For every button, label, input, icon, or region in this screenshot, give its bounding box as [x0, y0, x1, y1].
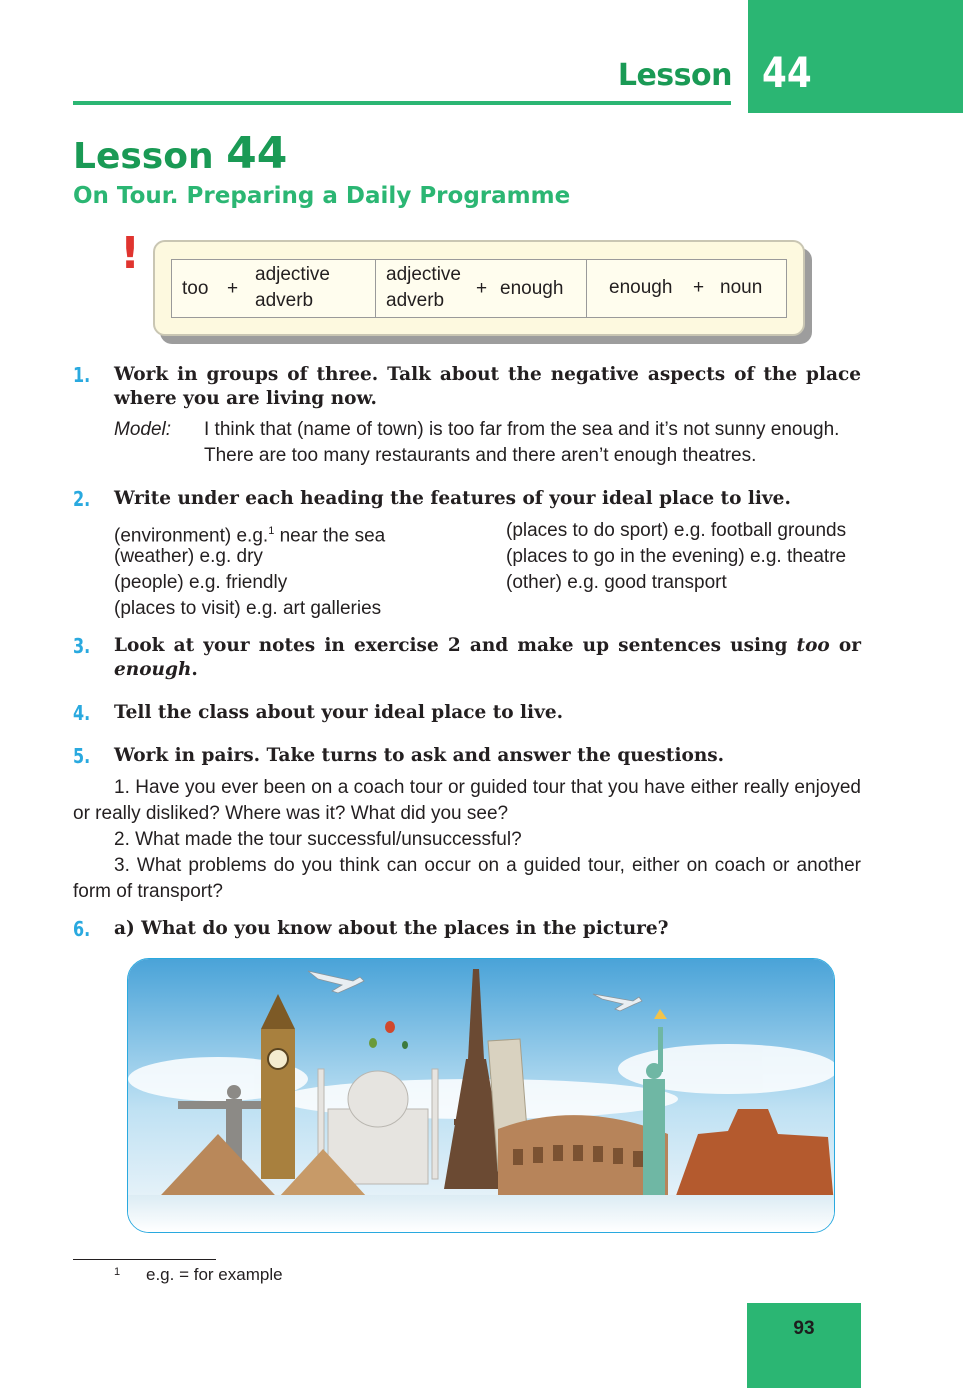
list-item: (weather) e.g. dry [114, 546, 263, 567]
exclamation-icon: ! [120, 228, 141, 279]
grammar-plus: + [227, 278, 239, 299]
grammar-too: too [182, 278, 209, 299]
exercise-instruction: a) What do you know about the places in the picture? [114, 918, 669, 939]
keyword-enough: enough [114, 659, 192, 680]
page-number-tab [747, 1303, 861, 1388]
header-lesson-number: 44 [762, 48, 812, 97]
exercise-number: 5. [73, 744, 91, 768]
header-lesson-label: Lesson [617, 58, 732, 93]
grammar-enough: enough [609, 277, 673, 298]
question-text: 2. What made the tour successful/unsuccessful? [114, 829, 522, 850]
question-text: 1. Have you ever been on a coach tour or guided tour that you have either really enjoyed or really disliked? Where was it? What did you see? [73, 777, 861, 824]
page-title [73, 128, 287, 179]
list-item: (other) e.g. good transport [506, 572, 727, 593]
keyword-too: too [796, 635, 830, 656]
instruction-text: . [191, 659, 198, 680]
exercise-number: 2. [73, 487, 91, 511]
model-label: Model: [114, 419, 172, 440]
big-ben-tower [261, 994, 295, 1179]
exercise-number: 1. [73, 363, 91, 387]
grammar-cell-enough [376, 260, 587, 317]
question-text: 3. What problems do you think can occur on a guided tour, either on coach or another form of transport? [73, 855, 861, 902]
exercise-number: 6. [73, 917, 91, 941]
exercise-number: 3. [73, 634, 91, 658]
grammar-adverb: adverb [386, 290, 445, 311]
grammar-enough: enough [500, 278, 564, 299]
grammar-plus: + [476, 278, 488, 299]
grammar-noun: noun [720, 277, 763, 298]
footnote-marker: 1 [268, 525, 275, 537]
list-item: (people) e.g. friendly [114, 572, 288, 593]
grammar-cell-too [172, 260, 376, 317]
grammar-adverb: adverb [255, 290, 314, 311]
model-text: There are too many restaurants and there aren’t enough theatres. [204, 445, 757, 466]
model-text: I think that (name of town) is too far from the sea and it’s not sunny enough. [204, 419, 840, 440]
instruction-text: Look at your notes in exercise 2 and make up sentences using [114, 635, 797, 656]
exercise-instruction: Work in groups of three. Talk about the negative aspects of the place where you are living now. [114, 364, 861, 409]
exercise-instruction [114, 634, 861, 682]
list-item: (places to visit) e.g. art galleries [114, 598, 382, 619]
footnote-rule [73, 1259, 216, 1260]
page-number: 93 [793, 1318, 815, 1339]
grammar-cell-noun [587, 260, 786, 317]
grammar-table [171, 259, 787, 318]
exercise-instruction: Tell the class about your ideal place to live. [114, 702, 564, 723]
colosseum [498, 1115, 668, 1199]
grammar-adjective: adjective [386, 264, 461, 285]
instruction-text: or [829, 635, 861, 656]
list-item: (places to do sport) e.g. football grounds [506, 520, 847, 541]
list-item-text: near the sea [274, 525, 386, 547]
title-word: Lesson [73, 136, 214, 177]
exercise-number: 4. [73, 701, 91, 725]
title-number: 44 [226, 128, 288, 179]
list-item-text: (environment) e.g. [114, 525, 269, 547]
footnote-marker: 1 [114, 1266, 121, 1278]
exercise-instruction: Work in pairs. Take turns to ask and answer the questions. [114, 745, 725, 766]
footnote-text: e.g. = for example [146, 1265, 283, 1284]
grammar-plus: + [693, 277, 705, 298]
page-subtitle: On Tour. Preparing a Daily Programme [73, 183, 571, 209]
landmarks-illustration [128, 959, 834, 1232]
grammar-adjective: adjective [255, 264, 330, 285]
landmarks-picture [127, 958, 835, 1233]
water-reflection [128, 1195, 834, 1232]
exercise-instruction: Write under each heading the features of your ideal place to live. [114, 488, 791, 509]
header-rule [73, 101, 731, 105]
list-item: (places to go in the evening) e.g. theatre [506, 546, 847, 567]
